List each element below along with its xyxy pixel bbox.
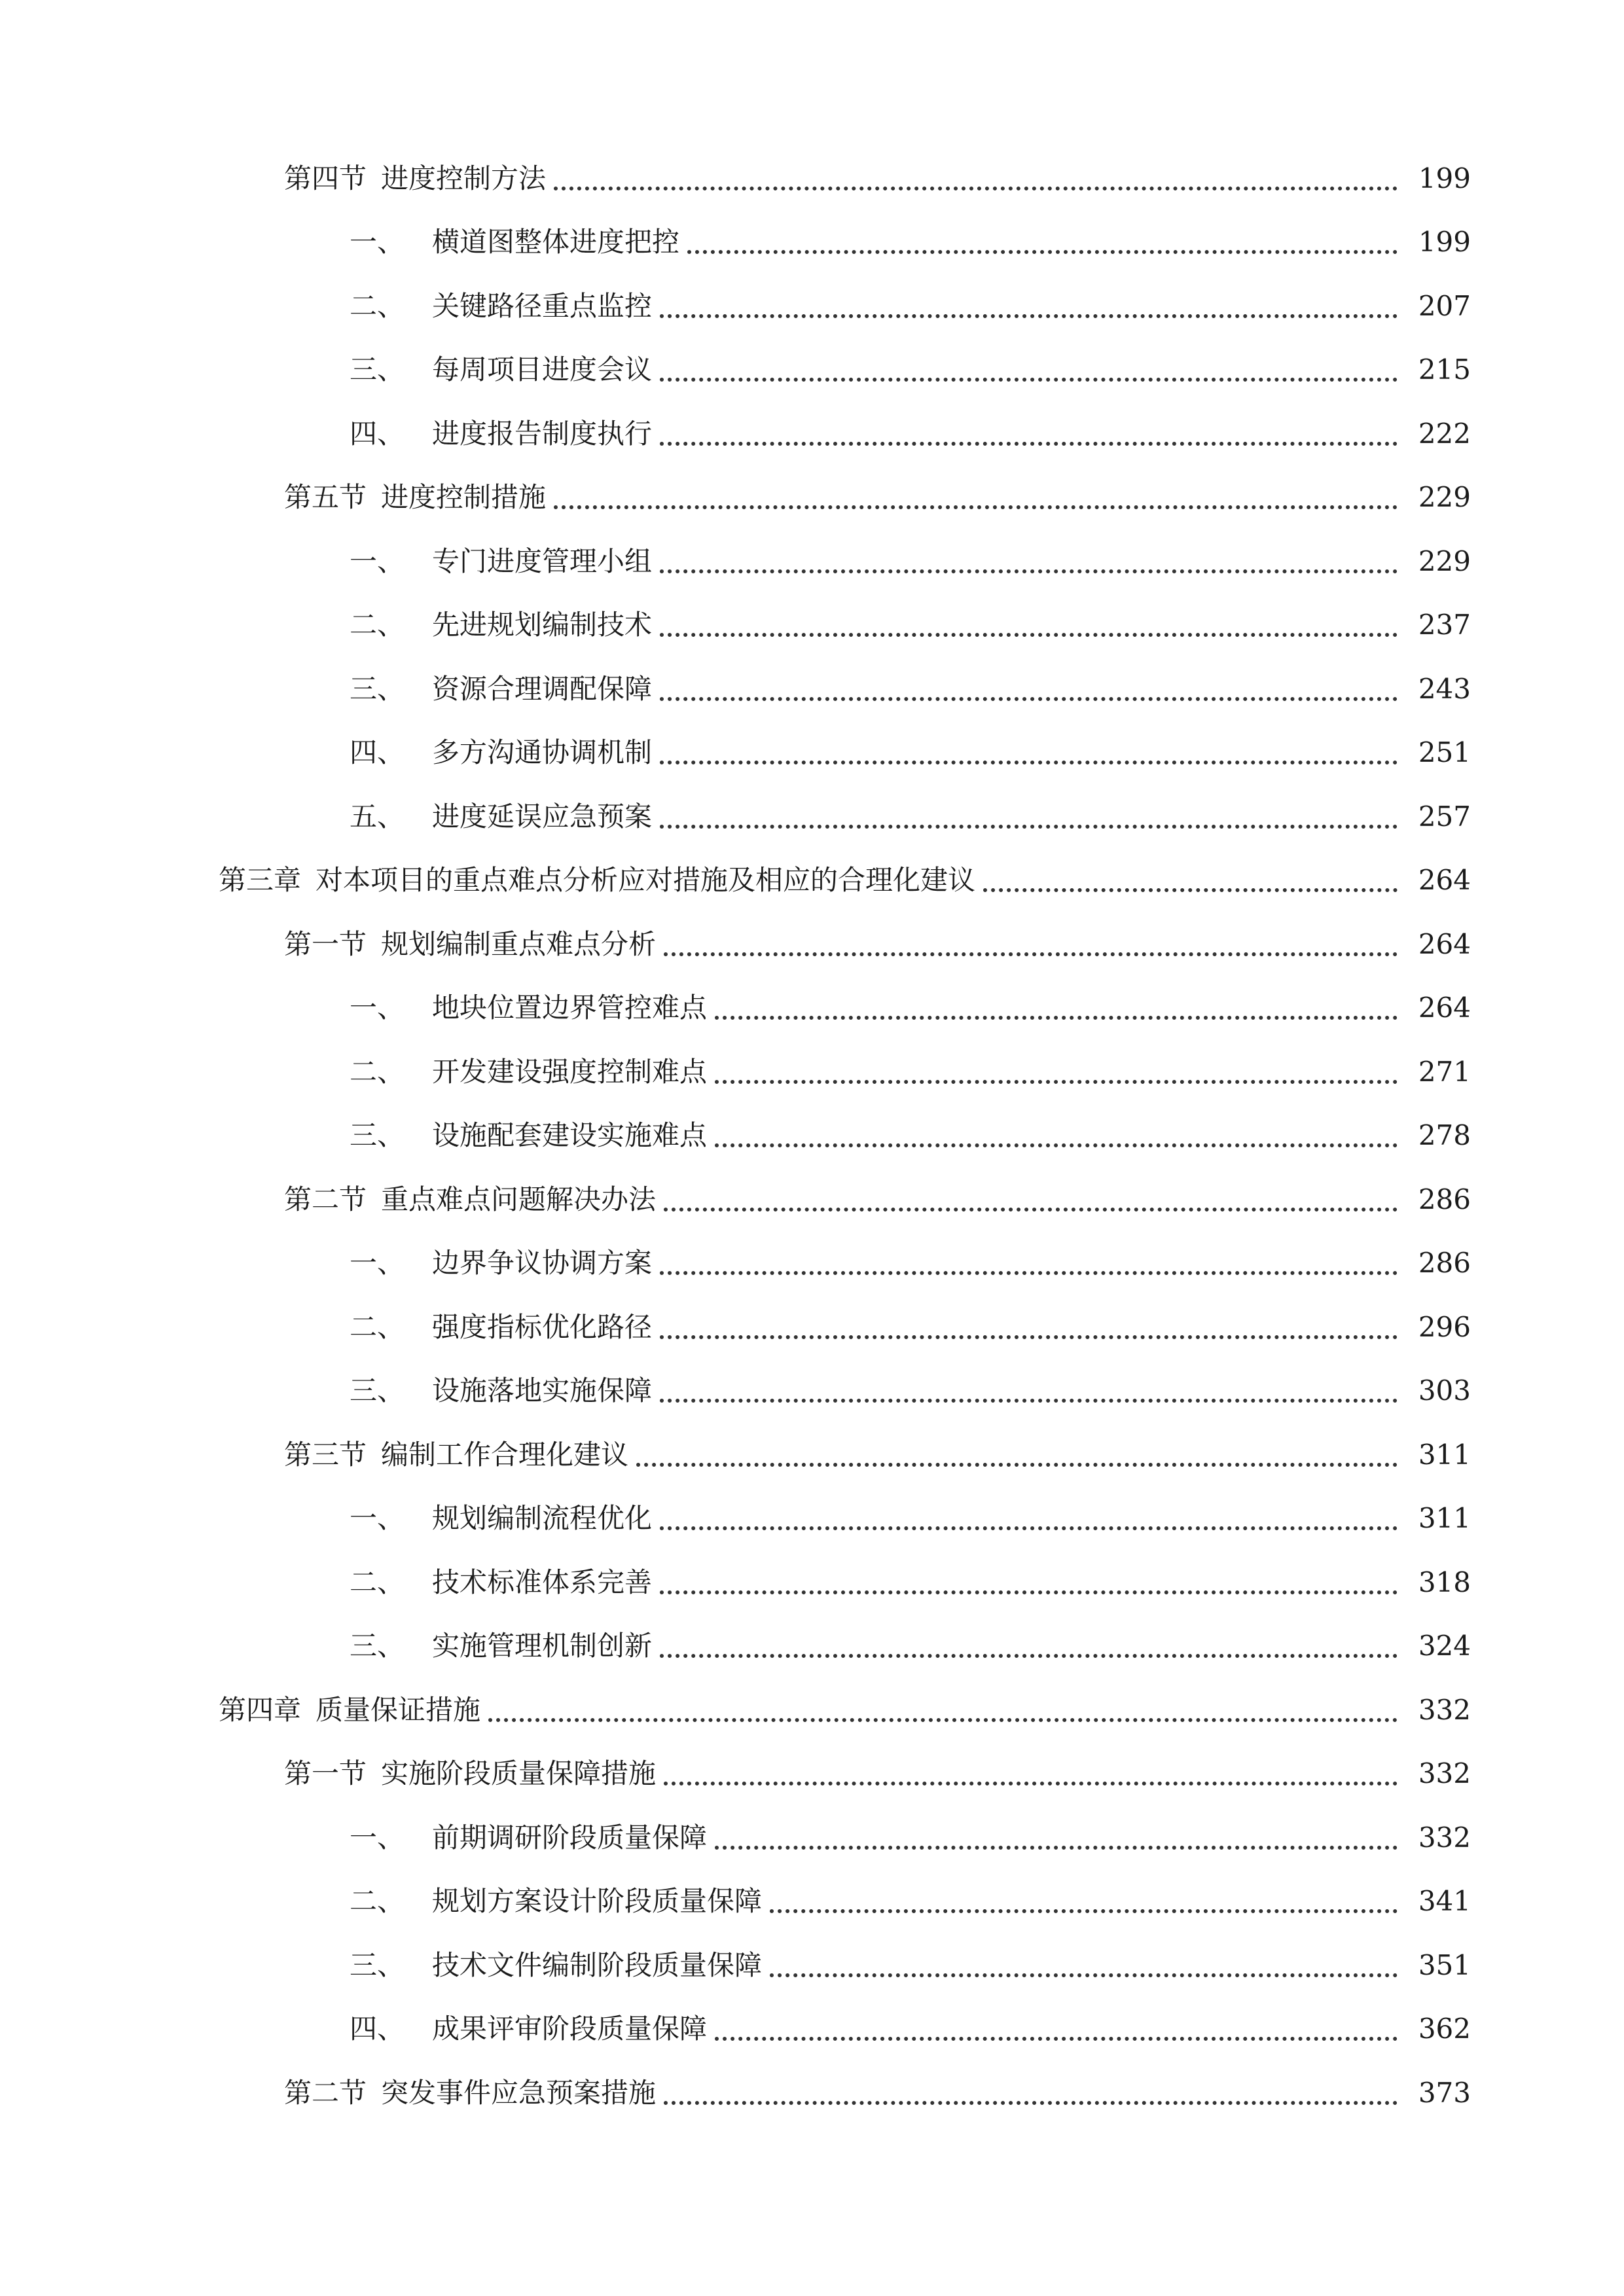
toc-entry-number: 第三章 — [219, 864, 302, 897]
toc-entry-title: 前期调研阶段质量保障 — [432, 1821, 708, 1854]
toc-dot-leader — [715, 2009, 1398, 2041]
toc-entry-number: 二、 — [350, 289, 405, 322]
toc-entry[interactable] — [0, 1870, 1624, 1934]
toc-page-number: 264 — [1418, 992, 1471, 1024]
toc-page-number: 199 — [1418, 162, 1471, 194]
toc-entry[interactable] — [0, 1359, 1624, 1424]
toc-entry[interactable] — [0, 211, 1624, 275]
toc-entry[interactable] — [0, 785, 1624, 849]
toc-entry-number: 三、 — [350, 672, 405, 705]
toc-entry-number: 三、 — [350, 1374, 405, 1407]
toc-page-number: 332 — [1418, 1757, 1471, 1790]
toc-entry[interactable] — [0, 657, 1624, 721]
toc-page-number: 243 — [1418, 672, 1471, 705]
toc-entry[interactable] — [0, 1232, 1624, 1296]
toc-entry-number: 二、 — [350, 1055, 405, 1088]
toc-dot-leader — [715, 1818, 1398, 1850]
toc-entry[interactable] — [0, 912, 1624, 977]
toc-dot-leader — [660, 1244, 1398, 1275]
toc-entry-number: 四、 — [350, 736, 405, 769]
toc-entry-number: 一、 — [350, 1821, 405, 1854]
toc-dot-leader — [660, 605, 1398, 637]
toc-entry-title: 多方沟通协调机制 — [432, 736, 653, 769]
toc-entry-number: 二、 — [350, 609, 405, 641]
toc-page-number: 318 — [1418, 1566, 1471, 1598]
toc-entry-title: 进度报告制度执行 — [432, 417, 653, 450]
toc-entry-title: 技术标准体系完善 — [432, 1566, 653, 1598]
toc-dot-leader — [660, 542, 1398, 573]
toc-dot-leader — [660, 1371, 1398, 1403]
toc-entry-title: 规划编制重点难点分析 — [381, 927, 657, 960]
toc-entry-title: 规划编制流程优化 — [432, 1502, 653, 1535]
toc-entry[interactable] — [0, 338, 1624, 403]
toc-dot-leader — [660, 670, 1398, 701]
toc-entry-title: 重点难点问题解决办法 — [381, 1183, 657, 1215]
toc-entry-number: 第三节 — [284, 1438, 367, 1471]
toc-dot-leader — [687, 223, 1398, 254]
toc-page-number: 351 — [1418, 1948, 1471, 1981]
toc-entry[interactable] — [0, 1104, 1624, 1168]
toc-page-number: 341 — [1418, 1885, 1471, 1918]
toc-entry[interactable] — [0, 1615, 1624, 1679]
toc-entry[interactable] — [0, 1742, 1624, 1806]
toc-entry-title: 成果评审阶段质量保障 — [432, 2013, 708, 2045]
toc-dot-leader — [664, 1180, 1398, 1211]
toc-dot-leader — [554, 478, 1398, 509]
table-of-contents — [0, 147, 1624, 2125]
toc-entry-title: 实施阶段质量保障措施 — [381, 1757, 657, 1790]
toc-entry-number: 三、 — [350, 353, 405, 386]
toc-page-number: 199 — [1418, 226, 1471, 259]
toc-dot-leader — [664, 1754, 1398, 1785]
toc-entry[interactable] — [0, 466, 1624, 530]
toc-entry-title: 边界争议协调方案 — [432, 1247, 653, 1280]
toc-dot-leader — [660, 1308, 1398, 1339]
toc-entry-title: 开发建设强度控制难点 — [432, 1055, 708, 1088]
toc-entry-number: 第二节 — [284, 2076, 367, 2109]
toc-page-number: 332 — [1418, 1821, 1471, 1854]
toc-entry[interactable] — [0, 402, 1624, 466]
toc-entry-number: 三、 — [350, 1948, 405, 1981]
toc-page-number: 237 — [1418, 609, 1471, 641]
toc-entry[interactable] — [0, 594, 1624, 658]
toc-dot-leader — [715, 1116, 1398, 1147]
toc-entry-title: 先进规划编制技术 — [432, 609, 653, 641]
toc-page-number: 286 — [1418, 1247, 1471, 1280]
toc-entry[interactable] — [0, 529, 1624, 594]
toc-entry[interactable] — [0, 1040, 1624, 1104]
toc-page-number: 311 — [1418, 1438, 1471, 1471]
toc-dot-leader — [554, 159, 1398, 190]
toc-entry-number: 第四章 — [219, 1693, 302, 1726]
toc-entry[interactable] — [0, 1998, 1624, 2062]
toc-entry-title: 突发事件应急预案措施 — [381, 2076, 657, 2109]
toc-entry-title: 实施管理机制创新 — [432, 1630, 653, 1662]
toc-entry-number: 二、 — [350, 1310, 405, 1343]
toc-entry-number: 一、 — [350, 992, 405, 1024]
toc-dot-leader — [660, 1626, 1398, 1658]
toc-entry-title: 横道图整体进度把控 — [432, 226, 680, 259]
toc-entry[interactable] — [0, 1806, 1624, 1870]
toc-entry-title: 规划方案设计阶段质量保障 — [432, 1885, 763, 1918]
toc-entry-title: 编制工作合理化建议 — [381, 1438, 629, 1471]
toc-entry[interactable] — [0, 849, 1624, 913]
toc-entry-title: 强度指标优化路径 — [432, 1310, 653, 1343]
toc-page-number: 324 — [1418, 1630, 1471, 1662]
toc-entry-number: 第二节 — [284, 1183, 367, 1215]
toc-entry-number: 三、 — [350, 1119, 405, 1152]
toc-page-number: 311 — [1418, 1502, 1471, 1535]
toc-dot-leader — [664, 2073, 1398, 2105]
toc-page-number: 251 — [1418, 736, 1471, 769]
toc-dot-leader — [983, 861, 1398, 892]
toc-entry[interactable] — [0, 1168, 1624, 1232]
toc-entry[interactable] — [0, 2061, 1624, 2125]
toc-entry-number: 一、 — [350, 1502, 405, 1535]
toc-entry-number: 第一节 — [284, 927, 367, 960]
toc-entry-title: 对本项目的重点难点分析应对措施及相应的合理化建议 — [316, 864, 976, 897]
toc-entry-title: 质量保证措施 — [316, 1693, 481, 1726]
toc-entry[interactable] — [0, 1933, 1624, 1998]
toc-dot-leader — [636, 1435, 1398, 1467]
toc-entry-title: 技术文件编制阶段质量保障 — [432, 1948, 763, 1981]
toc-entry-title: 设施配套建设实施难点 — [432, 1119, 708, 1152]
toc-dot-leader — [488, 1691, 1398, 1722]
toc-page-number: 264 — [1418, 927, 1471, 960]
toc-entry[interactable] — [0, 1295, 1624, 1359]
toc-entry-title: 进度控制方法 — [381, 162, 547, 194]
toc-entry[interactable] — [0, 1487, 1624, 1551]
toc-dot-leader — [660, 350, 1398, 382]
toc-entry-number: 五、 — [350, 800, 405, 833]
toc-entry-number: 二、 — [350, 1885, 405, 1918]
toc-entry-number: 二、 — [350, 1566, 405, 1598]
toc-entry-number: 一、 — [350, 545, 405, 577]
toc-entry-number: 一、 — [350, 226, 405, 259]
toc-page-number: 229 — [1418, 481, 1471, 514]
toc-dot-leader — [770, 1946, 1398, 1977]
toc-dot-leader — [660, 1499, 1398, 1530]
toc-page-number: 229 — [1418, 545, 1471, 577]
toc-entry-title: 进度控制措施 — [381, 481, 547, 514]
toc-page-number: 332 — [1418, 1693, 1471, 1726]
toc-entry[interactable] — [0, 1551, 1624, 1615]
toc-page-number: 373 — [1418, 2076, 1471, 2109]
toc-entry-title: 资源合理调配保障 — [432, 672, 653, 705]
toc-dot-leader — [770, 1882, 1398, 1913]
toc-entry-number: 四、 — [350, 2013, 405, 2045]
toc-dot-leader — [660, 1563, 1398, 1594]
toc-entry-number: 第五节 — [284, 481, 367, 514]
toc-dot-leader — [664, 925, 1398, 956]
toc-entry[interactable] — [0, 1423, 1624, 1487]
toc-entry[interactable] — [0, 721, 1624, 785]
toc-dot-leader — [660, 287, 1398, 318]
toc-entry[interactable] — [0, 274, 1624, 338]
toc-page-number: 362 — [1418, 2013, 1471, 2045]
toc-entry-number: 第四节 — [284, 162, 367, 194]
toc-entry-number: 第一节 — [284, 1757, 367, 1790]
toc-page-number: 296 — [1418, 1310, 1471, 1343]
toc-dot-leader — [715, 1052, 1398, 1084]
toc-entry-title: 地块位置边界管控难点 — [432, 992, 708, 1024]
toc-dot-leader — [660, 733, 1398, 764]
toc-page-number: 271 — [1418, 1055, 1471, 1088]
toc-page-number: 215 — [1418, 353, 1471, 386]
toc-page-number: 222 — [1418, 417, 1471, 450]
toc-dot-leader — [660, 414, 1398, 446]
toc-entry-number: 三、 — [350, 1630, 405, 1662]
toc-page-number: 257 — [1418, 800, 1471, 833]
toc-entry-title: 每周项目进度会议 — [432, 353, 653, 386]
toc-entry[interactable] — [0, 1678, 1624, 1742]
toc-entry[interactable] — [0, 977, 1624, 1041]
toc-entry-number: 一、 — [350, 1247, 405, 1280]
toc-page-number: 286 — [1418, 1183, 1471, 1215]
toc-entry-title: 设施落地实施保障 — [432, 1374, 653, 1407]
toc-dot-leader — [660, 797, 1398, 829]
toc-entry-title: 专门进度管理小组 — [432, 545, 653, 577]
toc-dot-leader — [715, 988, 1398, 1020]
toc-entry-title: 进度延误应急预案 — [432, 800, 653, 833]
toc-entry[interactable] — [0, 147, 1624, 211]
toc-entry-title: 关键路径重点监控 — [432, 289, 653, 322]
toc-page-number: 264 — [1418, 864, 1471, 897]
toc-page-number: 207 — [1418, 289, 1471, 322]
toc-entry-number: 四、 — [350, 417, 405, 450]
toc-page-number: 278 — [1418, 1119, 1471, 1152]
toc-page-number: 303 — [1418, 1374, 1471, 1407]
